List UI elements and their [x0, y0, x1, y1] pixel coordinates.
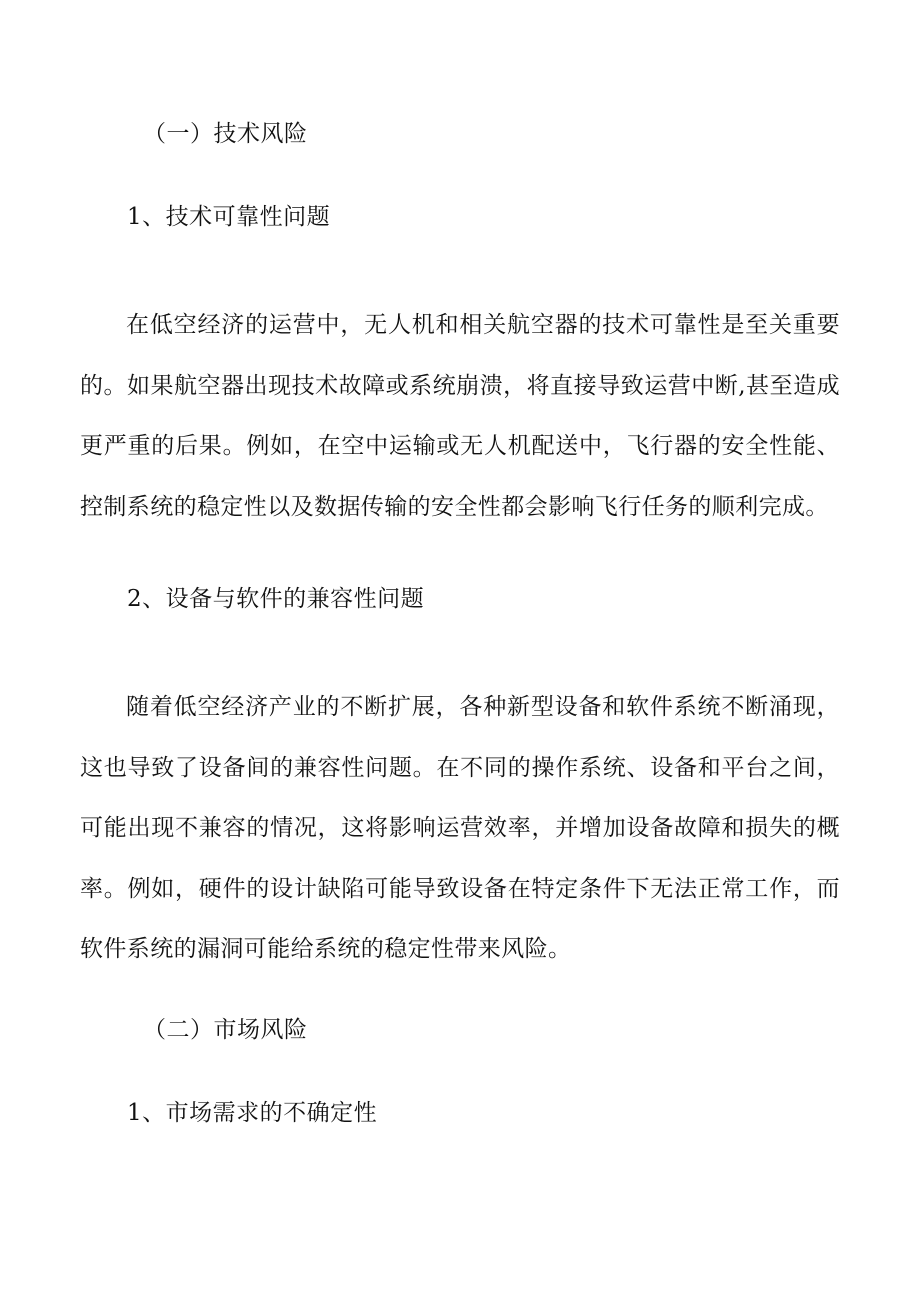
- subheading-compatibility: 2、设备与软件的兼容性问题: [127, 586, 425, 612]
- section-heading-market-risk: （二）市场风险: [143, 1017, 308, 1043]
- subheading-technical-reliability: 1、技术可靠性问题: [127, 204, 331, 230]
- paragraph-compatibility: 随着低空经济产业的不断扩展，各种新型设备和软件系统不断涌现，这也导致了设备间的兼容性问题。在不同的操作系统、设备和平台之间，可能出现不兼容的情况，这将影响运营效率，并增加设备故障和损失的概率。例如，硬件的设计缺陷可能导致设备在特定条件下无法正常工作，而软件系统的漏洞可能给系统的稳定性带来风险。: [80, 694, 840, 962]
- section-heading-technical-risk: （一）技术风险: [143, 121, 308, 147]
- subheading-market-demand: 1、市场需求的不确定性: [127, 1100, 378, 1126]
- paragraph-technical-reliability: 在低空经济的运营中，无人机和相关航空器的技术可靠性是至关重要的。如果航空器出现技术故障或系统崩溃，将直接导致运营中断,甚至造成更严重的后果。例如，在空中运输或无人机配送中，飞行器的安全性能、控制系统的稳定性以及数据传输的安全性都会影响飞行任务的顺利完成。: [80, 312, 840, 520]
